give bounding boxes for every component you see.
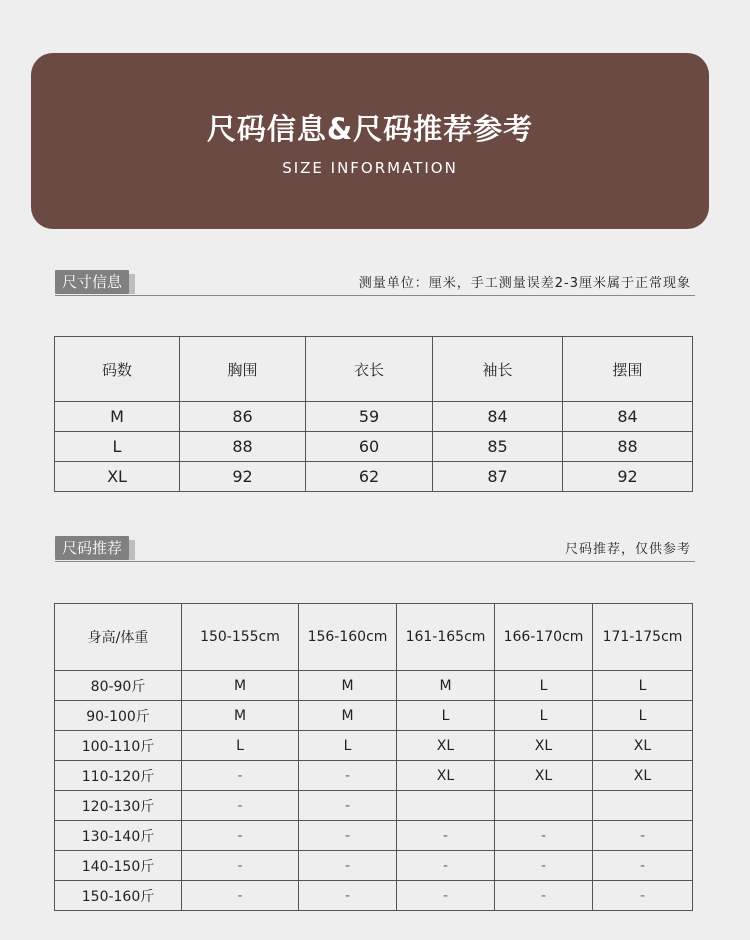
recommend-table-cell: L	[182, 731, 299, 761]
recommend-table-cell: -	[397, 851, 495, 881]
table-row	[55, 432, 693, 462]
table-row	[55, 881, 693, 911]
recommend-table-cell: -	[182, 851, 299, 881]
size-table-header-row	[55, 337, 693, 402]
recommend-table-cell: L	[495, 671, 593, 701]
recommend-table-cell: -	[397, 881, 495, 911]
recommend-table-cell: -	[182, 821, 299, 851]
size-table-header-cell: 胸围	[180, 337, 306, 402]
size-table-cell: M	[55, 402, 180, 432]
recommend-table-cell: -	[299, 761, 397, 791]
size-table-cell: 60	[306, 432, 433, 462]
recommend-section-note: 尺码推荐，仅供参考	[564, 542, 691, 557]
recommend-table-header-cell: 166-170cm	[495, 604, 593, 671]
title-banner	[31, 53, 709, 229]
recommend-table-cell: 120-130斤	[55, 791, 182, 821]
size-table-cell: 88	[563, 432, 693, 462]
table-row	[55, 462, 693, 492]
recommend-table-cell: XL	[397, 731, 495, 761]
recommend-table-cell: 80-90斤	[55, 671, 182, 701]
recommend-table-cell: XL	[495, 761, 593, 791]
recommend-table-header-row	[55, 604, 693, 671]
banner-subtitle: SIZE INFORMATION	[282, 159, 458, 177]
recommend-table-cell	[397, 791, 495, 821]
recommend-section-tab: 尺码推荐	[55, 536, 129, 560]
recommend-table-cell	[495, 791, 593, 821]
recommend-table-cell: -	[299, 851, 397, 881]
recommend-table-cell: M	[299, 701, 397, 731]
recommend-table-cell: -	[593, 821, 693, 851]
table-row	[55, 701, 693, 731]
recommend-table-cell: 100-110斤	[55, 731, 182, 761]
size-section-note: 测量单位：厘米，手工测量误差2-3厘米属于正常现象	[358, 276, 691, 291]
size-table-cell: 87	[433, 462, 563, 492]
banner-title: 尺码信息&尺码推荐参考	[206, 112, 534, 146]
recommend-table-cell: L	[593, 701, 693, 731]
recommend-table-cell: L	[299, 731, 397, 761]
size-section-tab: 尺寸信息	[55, 270, 129, 294]
recommend-table-cell: 110-120斤	[55, 761, 182, 791]
recommend-table-cell: XL	[593, 731, 693, 761]
size-table-header-cell: 摆围	[563, 337, 693, 402]
recommend-table-header-cell: 156-160cm	[299, 604, 397, 671]
recommend-table-cell: -	[299, 821, 397, 851]
size-section-divider	[55, 295, 695, 296]
size-section-header	[55, 270, 695, 296]
recommend-table-cell: L	[593, 671, 693, 701]
table-row	[55, 402, 693, 432]
size-table-cell: L	[55, 432, 180, 462]
recommend-table-cell: 90-100斤	[55, 701, 182, 731]
recommend-table-cell: -	[397, 821, 495, 851]
recommend-table-cell	[593, 791, 693, 821]
recommend-table-cell: L	[397, 701, 495, 731]
recommend-table-cell: XL	[397, 761, 495, 791]
recommend-table-cell: -	[182, 761, 299, 791]
recommend-section-divider	[55, 561, 695, 562]
size-table-cell: 62	[306, 462, 433, 492]
size-table-cell: XL	[55, 462, 180, 492]
size-table-header-cell: 衣长	[306, 337, 433, 402]
recommend-table-cell: -	[495, 881, 593, 911]
recommend-table-cell: -	[299, 881, 397, 911]
size-table-header-cell: 码数	[55, 337, 180, 402]
recommend-table-cell: L	[495, 701, 593, 731]
recommend-table-cell: 130-140斤	[55, 821, 182, 851]
recommend-table-cell: -	[593, 881, 693, 911]
table-row	[55, 851, 693, 881]
recommend-table-cell: M	[299, 671, 397, 701]
size-table-cell: 85	[433, 432, 563, 462]
recommend-table-cell: M	[182, 671, 299, 701]
recommend-table-header-cell: 161-165cm	[397, 604, 495, 671]
recommend-table-cell: 140-150斤	[55, 851, 182, 881]
recommend-table-header-cell: 身高/体重	[55, 604, 182, 671]
recommend-table-cell: -	[182, 881, 299, 911]
recommend-table	[54, 603, 693, 911]
recommend-table-cell: 150-160斤	[55, 881, 182, 911]
size-table-cell: 92	[563, 462, 693, 492]
size-table-cell: 86	[180, 402, 306, 432]
table-row	[55, 671, 693, 701]
recommend-table-cell: XL	[593, 761, 693, 791]
recommend-table-cell: -	[495, 851, 593, 881]
table-row	[55, 761, 693, 791]
recommend-section-header	[55, 536, 695, 562]
size-table-cell: 59	[306, 402, 433, 432]
size-table-header-cell: 袖长	[433, 337, 563, 402]
recommend-table-cell: -	[182, 791, 299, 821]
recommend-table-cell: -	[299, 791, 397, 821]
size-table-cell: 88	[180, 432, 306, 462]
recommend-table-cell: M	[397, 671, 495, 701]
recommend-table-cell: M	[182, 701, 299, 731]
size-table-cell: 84	[433, 402, 563, 432]
size-table-cell: 92	[180, 462, 306, 492]
size-table	[54, 336, 693, 492]
size-table-cell: 84	[563, 402, 693, 432]
recommend-table-cell: -	[593, 851, 693, 881]
recommend-table-header-cell: 171-175cm	[593, 604, 693, 671]
table-row	[55, 731, 693, 761]
table-row	[55, 791, 693, 821]
recommend-table-cell: XL	[495, 731, 593, 761]
recommend-table-header-cell: 150-155cm	[182, 604, 299, 671]
recommend-table-cell: -	[495, 821, 593, 851]
table-row	[55, 821, 693, 851]
